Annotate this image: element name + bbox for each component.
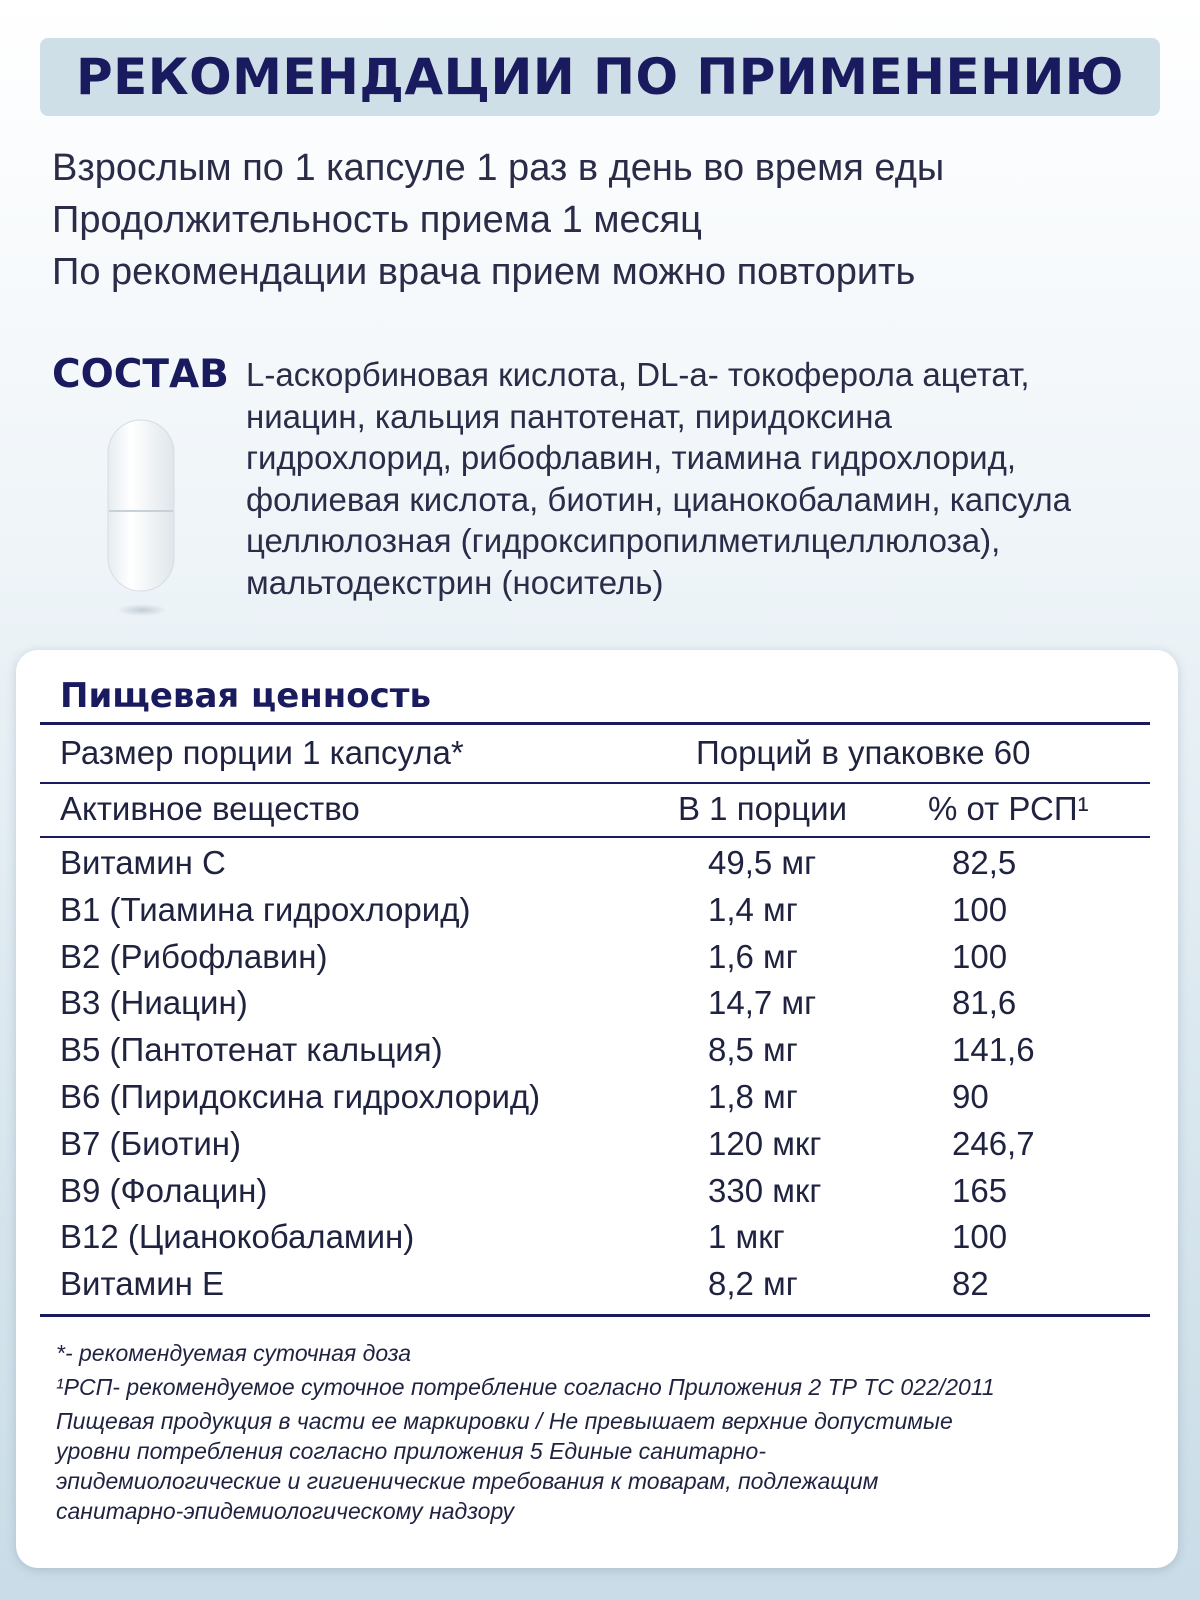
composition-text	[246, 354, 1186, 603]
divider	[40, 836, 1150, 838]
rsp-percent: 246,7	[952, 1124, 1035, 1162]
amount-per-serving: 1,8 мг	[708, 1078, 798, 1115]
usage-line: Продолжительность приема 1 месяц	[52, 199, 702, 241]
title-banner	[40, 38, 1160, 116]
table-row	[16, 1074, 1178, 1120]
rsp-percent: 165	[952, 1171, 1008, 1209]
footnote-line: Пищевая продукция в части ее маркировки / Не превышает верхние допустимые	[56, 1408, 953, 1434]
nutrition-title: Пищевая ценность	[60, 676, 432, 716]
nutrition-card	[16, 650, 1178, 1568]
substance-name: В12 (Цианокобаламин)	[60, 1218, 415, 1256]
table-row	[16, 934, 1178, 980]
usage-instructions	[52, 142, 944, 298]
footnotes	[56, 1338, 1146, 1526]
divider	[40, 782, 1150, 784]
rsp-percent: 82	[952, 1265, 989, 1303]
substance-name: В2 (Рибофлавин)	[60, 937, 328, 975]
table-row	[16, 1168, 1178, 1214]
amount-per-serving: 8,5 мг	[708, 1031, 798, 1069]
composition-line: мальтодекстрин (носитель)	[246, 563, 664, 601]
substance-name: Витамин Е	[60, 1265, 225, 1303]
composition-line: L-аскорбиновая кислота, DL-a- токоферола ацетат,	[246, 356, 1030, 393]
page-title: РЕКОМЕНДАЦИИ ПО ПРИМЕНЕНИЮ	[75, 48, 1125, 106]
amount-per-serving: 49,5 мг	[708, 844, 817, 881]
rsp-percent: 90	[952, 1078, 989, 1115]
column-header-per-serving: В 1 порции	[678, 790, 848, 827]
substance-name: В7 (Биотин)	[60, 1124, 242, 1162]
column-header-substance: Активное вещество	[60, 790, 360, 827]
usage-line: Взрослым по 1 капсуле 1 раз в день во время еды	[52, 147, 945, 189]
composition-line: гидрохлорид, рибофлавин, тиамина гидрохлорид,	[246, 439, 1017, 476]
amount-per-serving: 14,7 мг	[708, 984, 817, 1022]
footnote-line: санитарно-эпидемиологическому надзору	[56, 1498, 514, 1524]
substance-name: В3 (Ниацин)	[60, 984, 248, 1022]
table-row	[16, 1027, 1178, 1073]
table-row	[16, 1214, 1178, 1260]
usage-line: По рекомендации врача прием можно повторить	[52, 251, 916, 293]
rsp-percent: 100	[952, 1218, 1008, 1256]
divider	[40, 722, 1150, 725]
amount-per-serving: 1,6 мг	[708, 937, 798, 975]
amount-per-serving: 1 мкг	[708, 1218, 785, 1256]
rsp-percent: 100	[952, 937, 1008, 975]
substance-name: Витамин С	[60, 844, 226, 881]
table-row	[16, 980, 1178, 1026]
capsule-shadow	[117, 604, 167, 616]
serving-size: Размер порции 1 капсула*	[60, 734, 464, 771]
amount-per-serving: 8,2 мг	[708, 1265, 798, 1303]
rsp-percent: 100	[952, 890, 1008, 928]
substance-name: В1 (Тиамина гидрохлорид)	[60, 890, 471, 928]
footnote-line: эпидемиологические и гигиенические требования к товарам, подлежащим	[56, 1468, 879, 1494]
table-row	[16, 840, 1178, 886]
capsule-icon	[106, 418, 176, 593]
table-row	[16, 1121, 1178, 1167]
table-row	[16, 887, 1178, 933]
amount-per-serving: 120 мкг	[708, 1124, 822, 1162]
substance-name: В5 (Пантотенат кальция)	[60, 1031, 443, 1069]
footnote-rsp: ¹РСП- рекомендуемое суточное потребление согласно Приложения 2 ТР ТС 022/2011	[56, 1374, 995, 1400]
substance-name: В9 (Фолацин)	[60, 1171, 268, 1209]
substance-name: В6 (Пиридоксина гидрохлорид)	[60, 1078, 541, 1115]
footnote-daily-dose: *- рекомендуемая суточная доза	[56, 1340, 412, 1366]
rsp-percent: 82,5	[952, 844, 1017, 881]
composition-line: ниацин, кальция пантотенат, пиридоксина	[246, 397, 892, 435]
rsp-percent: 141,6	[952, 1031, 1035, 1069]
footnote-line: уровни потребления согласно приложения 5 Единые санитарно-	[56, 1438, 767, 1464]
column-header-rsp-percent: % от РСП¹	[928, 790, 1089, 827]
rsp-percent: 81,6	[952, 984, 1017, 1022]
amount-per-serving: 1,4 мг	[708, 890, 798, 928]
table-row	[16, 1261, 1178, 1307]
composition-line: целлюлозная (гидроксипропилметилцеллюлоза),	[246, 522, 1001, 559]
composition-line: фолиевая кислота, биотин, цианокобаламин, капсула	[246, 480, 1071, 518]
servings-per-pack: Порций в упаковке 60	[696, 734, 1031, 771]
divider	[40, 1314, 1150, 1317]
amount-per-serving: 330 мкг	[708, 1171, 822, 1209]
composition-label: СОСТАВ	[52, 352, 229, 397]
